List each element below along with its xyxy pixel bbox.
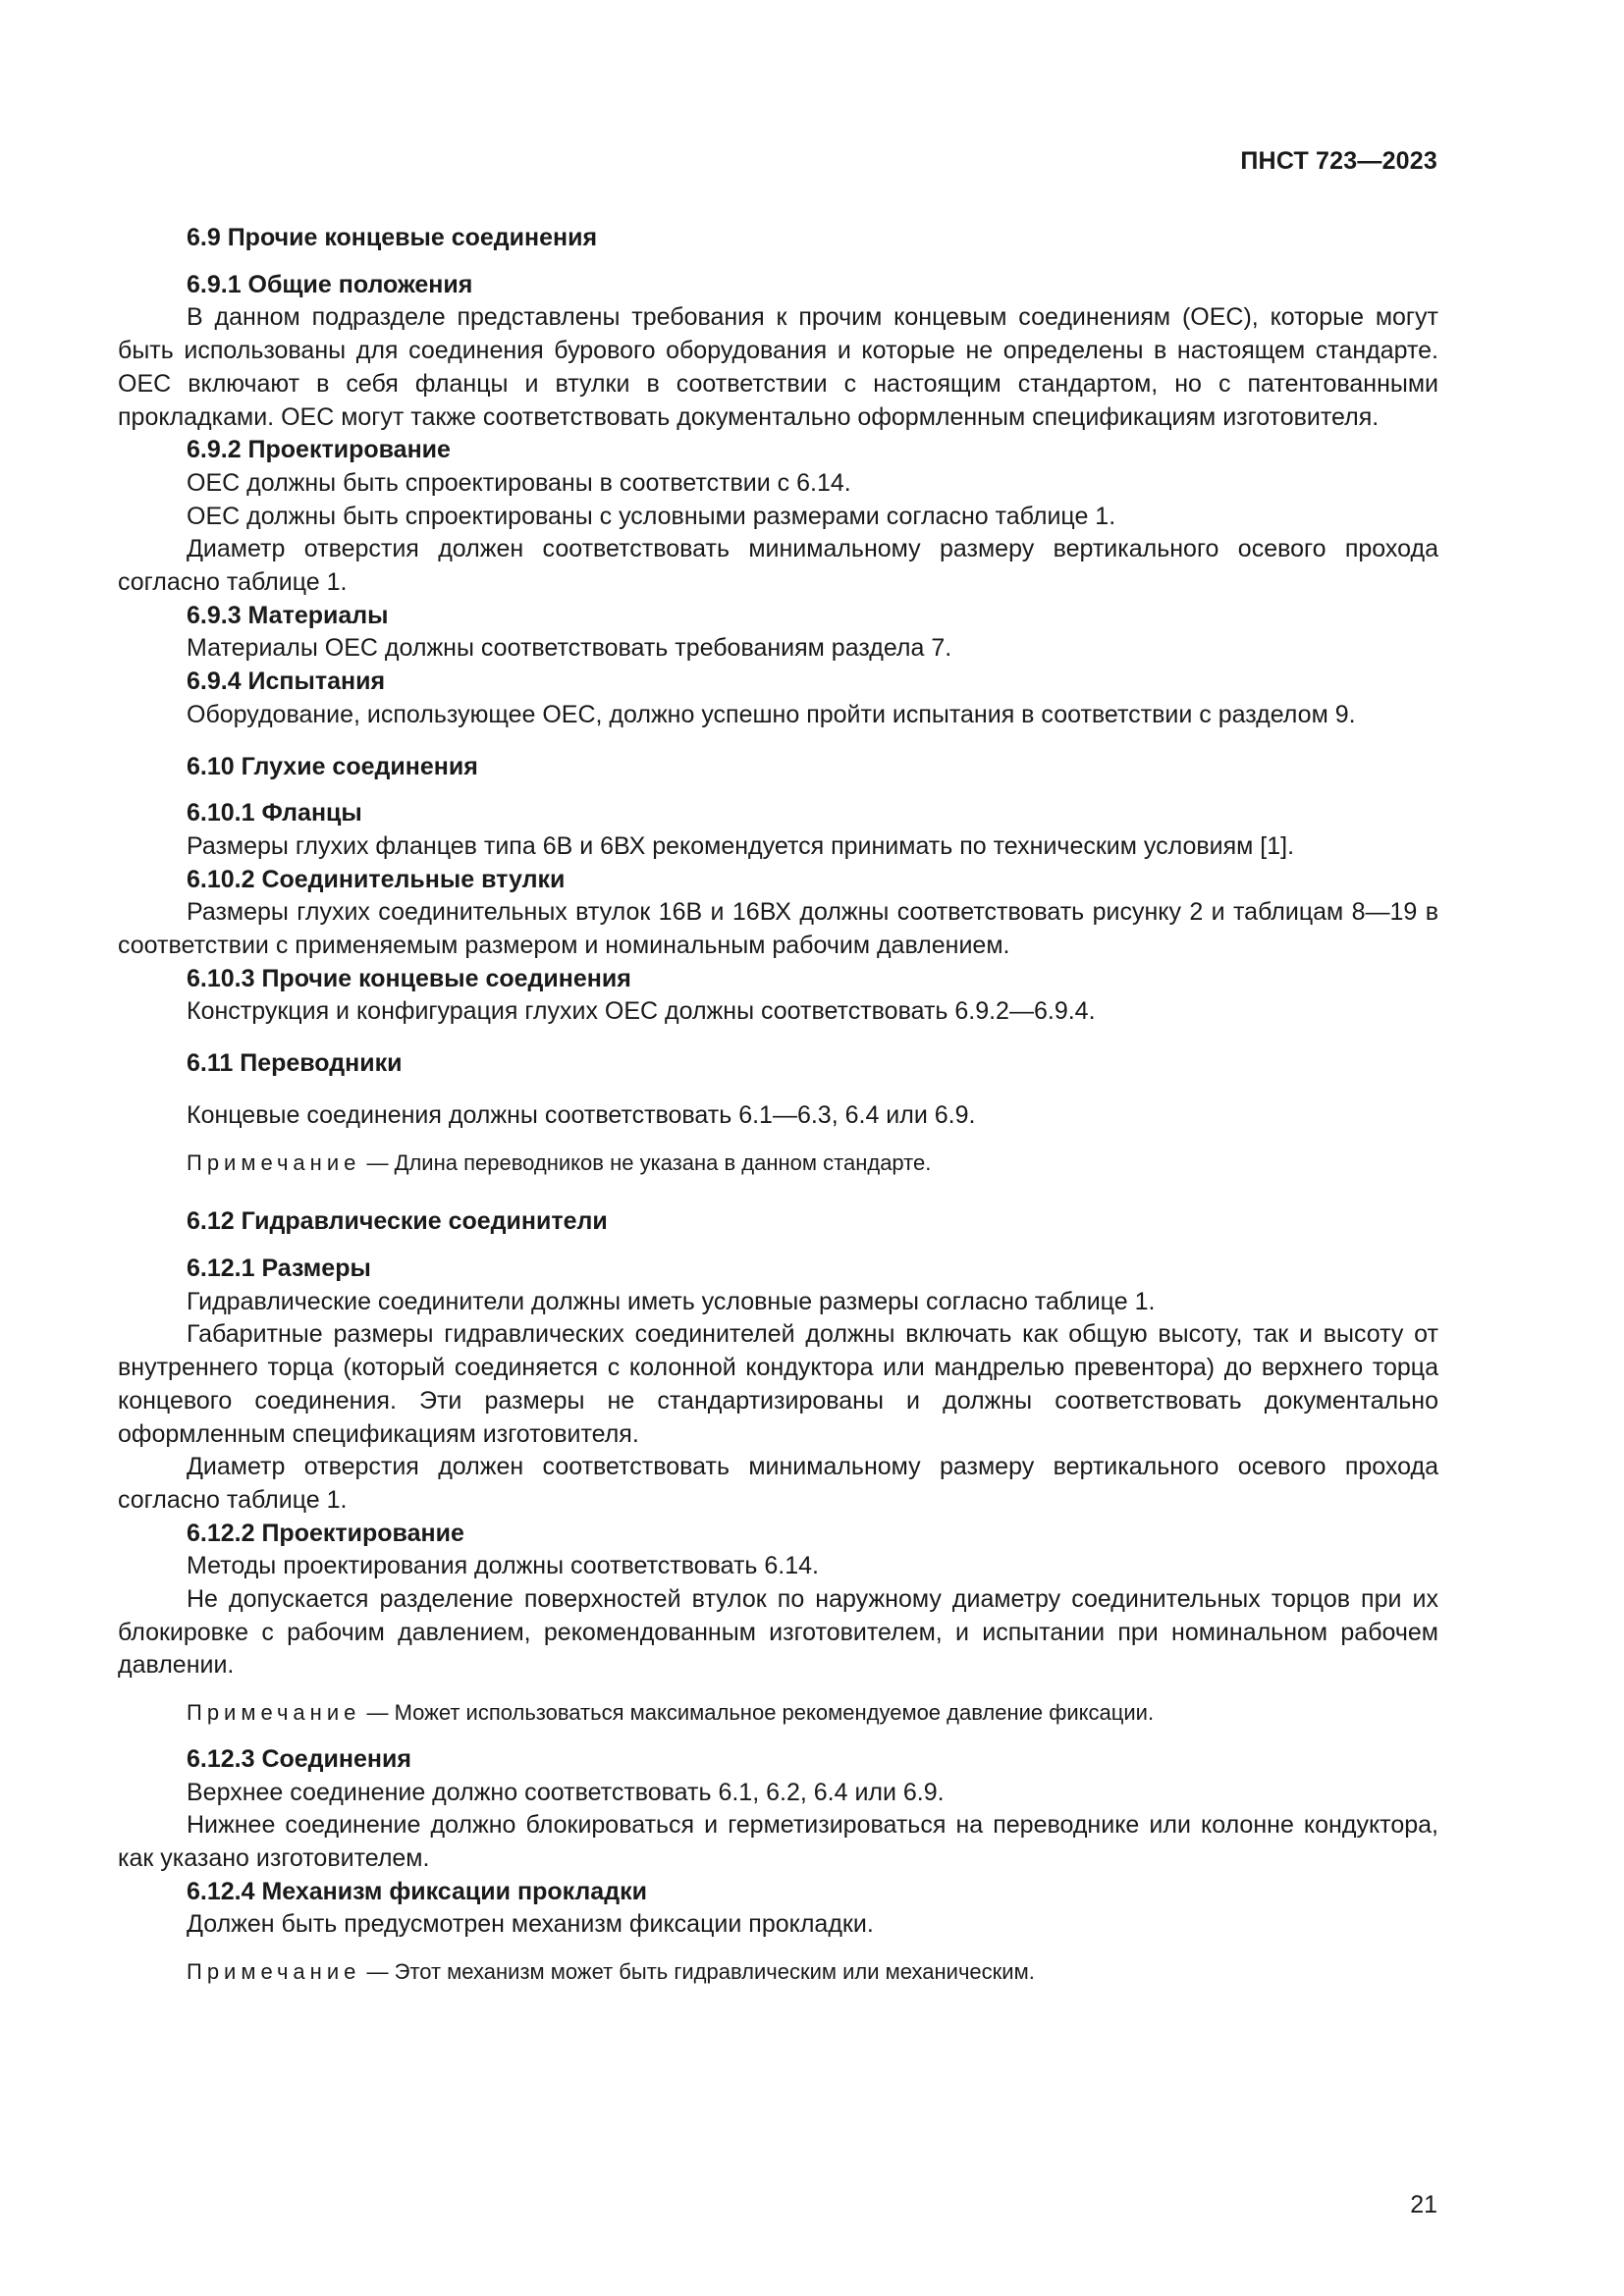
note-text: — Может использоваться максимальное рекомендуемое давление фиксации. <box>360 1700 1155 1726</box>
section-6-12-1-p3: Диаметр отверстия должен соответствовать минимальному размеру вертикального осевого прохода согласно таблице 1. <box>118 1453 1438 1514</box>
section-6-12-3-p1: Верхнее соединение должно соответствовать 6.1, 6.2, 6.4 или 6.9. <box>187 1778 945 1806</box>
section-6-12-2-p1: Методы проектирования должны соответствовать 6.14. <box>187 1552 819 1580</box>
section-6-11-note <box>118 1147 1438 1180</box>
section-6-9-3-text: Материалы ОЕС должны соответствовать требованиям раздела 7. <box>187 634 952 663</box>
section-6-12-4-note <box>118 1955 1438 1989</box>
section-6-10-3-title: 6.10.3 Прочие концевые соединения <box>187 964 631 992</box>
section-6-9-title: 6.9 Прочие концевые соединения <box>187 224 598 251</box>
section-6-9-2-p3: Диаметр отверстия должен соответствовать минимальному размеру вертикального осевого прохода согласно таблице 1. <box>118 535 1438 597</box>
note-label: Примечание <box>187 1959 361 1985</box>
section-6-9-4-title: 6.9.4 Испытания <box>187 667 386 696</box>
section-6-12-1-title: 6.12.1 Размеры <box>187 1254 371 1282</box>
section-6-9-2-title: 6.9.2 Проектирование <box>187 436 451 464</box>
section-6-11-title: 6.11 Переводники <box>187 1049 403 1078</box>
section-6-12-4-p1: Должен быть предусмотрен механизм фиксации прокладки. <box>187 1910 874 1939</box>
section-6-12-2-title: 6.12.2 Проектирование <box>187 1519 464 1547</box>
section-6-12-2-note <box>118 1696 1438 1730</box>
section-6-9-2-p1: ОЕС должны быть спроектированы в соответствии с 6.14. <box>187 468 851 497</box>
section-6-12-title: 6.12 Гидравлические соединители <box>187 1207 608 1236</box>
note-text: — Длина переводников не указана в данном стандарте. <box>360 1149 932 1175</box>
section-6-9-4-text: Оборудование, использующее ОЕС, должно успешно пройти испытания в соответствии с разделом 9. <box>187 700 1356 728</box>
section-6-12-1-p1: Гидравлические соединители должны иметь условные размеры согласно таблице 1. <box>187 1287 1156 1315</box>
section-6-9-1-title: 6.9.1 Общие положения <box>187 270 473 298</box>
document-body <box>118 222 1438 1989</box>
section-6-10-2-text: Размеры глухих соединительных втулок 16В и 16ВХ должны соответствовать рисунку 2 и таблицам 8—19 в соответствии с применяемым размером и номинальным рабочим давлением. <box>118 898 1438 960</box>
section-6-12-2-p2: Не допускается разделение поверхностей втулок по наружному диаметру соединительных торцов при их блокировке с рабочим давлением, рекомендованным изготовителем, и испытании при номинальном рабочем давлении. <box>118 1585 1438 1680</box>
section-6-9-1-text: В данном подразделе представлены требования к прочим концевым соединениям (ОЕС), которые могут быть использованы для соединения бурового оборудования и которые не определены в настоящем стандарте. ОЕС включают в себя фланцы и втулки в соответствии с настоящим стандартом, но с патентованными прокладками. ОЕС могут также соответствовать документально оформленным спецификациям изготовителя. <box>118 303 1438 431</box>
section-6-12-4-title: 6.12.4 Механизм фиксации прокладки <box>187 1877 647 1905</box>
note-text: — Этот механизм может быть гидравлическим или механическим. <box>360 1959 1035 1985</box>
section-6-10-1-text: Размеры глухих фланцев типа 6В и 6ВХ рекомендуется принимать по техническим условиям [1]. <box>187 831 1295 860</box>
note-label: Примечание <box>187 1700 361 1726</box>
section-6-10-1-title: 6.10.1 Фланцы <box>187 799 362 828</box>
section-6-9-3-title: 6.9.3 Материалы <box>187 601 389 629</box>
section-6-10-3-text: Конструкция и конфигурация глухих ОЕС должны соответствовать 6.9.2—6.9.4. <box>187 997 1096 1026</box>
section-6-12-3-title: 6.12.3 Соединения <box>187 1744 411 1773</box>
section-6-12-1-p2: Габаритные размеры гидравлических соединителей должны включать как общую высоту, так и высоту от внутреннего торца (который соединяется с колонной кондуктора или мандрелью превентора) до верхнего торца концевого соединения. Эти размеры не стандартизированы и должны соответствовать документально оформленным спецификациям изготовителя. <box>118 1320 1438 1448</box>
page-number: 21 <box>1410 2191 1437 2218</box>
section-6-10-title: 6.10 Глухие соединения <box>187 752 478 780</box>
section-6-10-2-title: 6.10.2 Соединительные втулки <box>187 865 566 893</box>
section-6-12-3-p2: Нижнее соединение должно блокироваться и герметизироваться на переводнике или колонне кондуктора, как указано изготовителем. <box>118 1811 1438 1872</box>
section-6-11-text: Концевые соединения должны соответствовать 6.1—6.3, 6.4 или 6.9. <box>187 1100 976 1129</box>
note-label: Примечание <box>187 1149 361 1175</box>
document-id: ПНСТ 723—2023 <box>1240 147 1437 175</box>
section-6-9-2-p2: ОЕС должны быть спроектированы с условными размерами согласно таблице 1. <box>187 502 1116 530</box>
